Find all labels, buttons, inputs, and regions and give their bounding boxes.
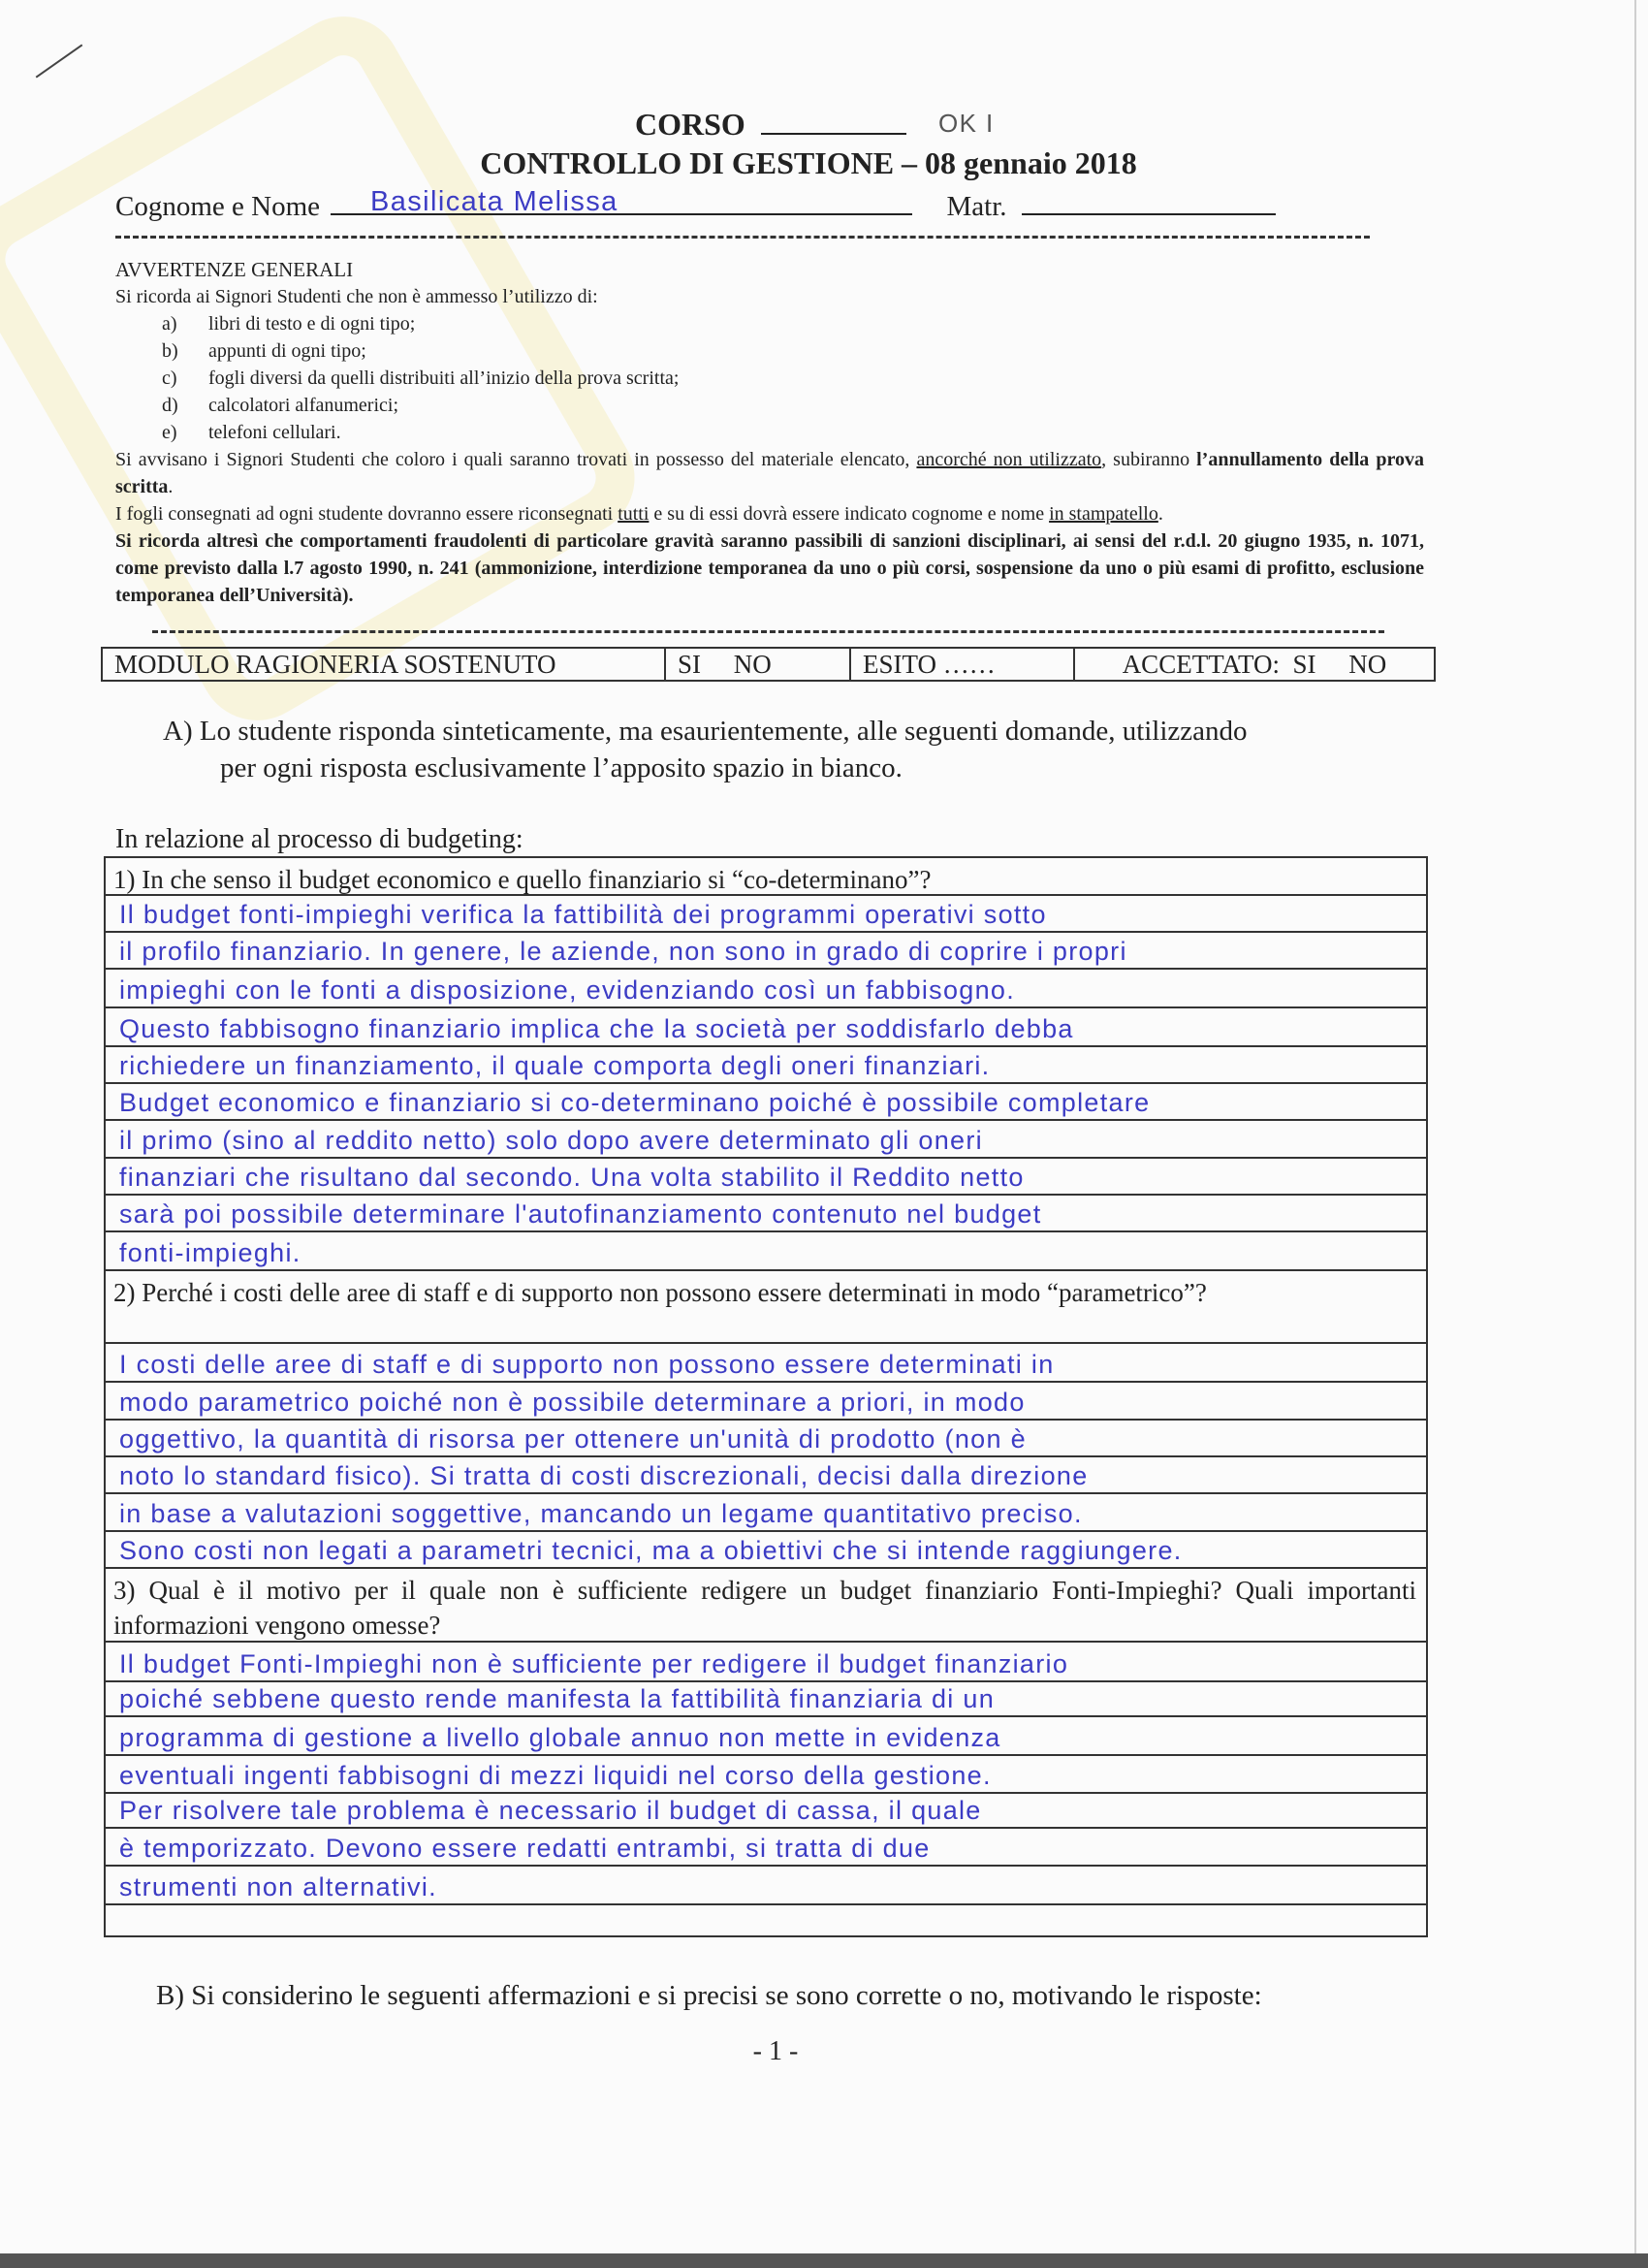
warnings-heading: AVVERTENZE GENERALI bbox=[115, 258, 354, 281]
list-letter: c) bbox=[162, 367, 177, 389]
warning-paragraph-1: Si avvisano i Signori Studenti che coloro i quali saranno trovati in possesso del materiale elencato, ancorché non utilizzato, subiranno l’annullamento della prova scritta. bbox=[115, 449, 1424, 497]
answer-2-line[interactable]: I costi delle aree di staff e di supporto non possono essere determinati in bbox=[106, 1344, 1426, 1383]
answer-1-line[interactable]: Il budget fonti-impieghi verifica la fattibilità dei programmi operativi sotto bbox=[106, 896, 1426, 933]
answer-1-line[interactable]: il primo (sino al reddito netto) solo dopo avere determinato gli oneri bbox=[106, 1121, 1426, 1159]
answer-1-line[interactable]: Budget economico e finanziario si co-determinano poiché è possibile completare bbox=[106, 1084, 1426, 1121]
corso-value: OK I bbox=[938, 109, 995, 138]
answer-3-line[interactable]: Per risolvere tale problema è necessario il budget di cassa, il quale bbox=[106, 1794, 1426, 1829]
answer-1-line[interactable]: sarà poi possibile determinare l'autofinanziamento contenuto nel budget bbox=[106, 1196, 1426, 1232]
section-b-instruction: B) Si considerino le seguenti affermazioni e si precisi se sono corrette o no, motivando le risposte: bbox=[156, 1980, 1262, 2011]
answer-3-line[interactable]: strumenti non alternativi. bbox=[106, 1867, 1426, 1905]
question-2-text: 2) Perché i costi delle aree di staff e di supporto non possono essere determinati in modo “parametrico”? bbox=[106, 1271, 1426, 1344]
question-1-text: 1) In che senso il budget economico e quello finanziario si “co-determinano”? bbox=[106, 858, 1426, 896]
name-label: Cognome e Nome bbox=[115, 191, 321, 222]
warning-list-item bbox=[115, 310, 1424, 337]
warnings-intro: Si ricorda ai Signori Studenti che non è ammesso l’utilizzo di: bbox=[115, 286, 598, 307]
exam-title: CONTROLLO DI GESTIONE – 08 gennaio 2018 bbox=[480, 145, 1137, 180]
module-label: MODULO RAGIONERIA SOSTENUTO bbox=[102, 648, 665, 681]
section-a-context: In relazione al processo di budgeting: bbox=[115, 824, 523, 854]
warning-list-item bbox=[115, 392, 1424, 419]
warning-paragraph-3: Si ricorda altresì che comportamenti fraudolenti di particolare gravità saranno passibili di sanzioni disciplinari, ai sensi del r.d.l. 20 giugno 1935, n. 1071, come previsto dalla l.7 agosto 1990, n. 241 (ammonizione, interdizione temporanea da uno o più corsi, sospensione da uno o più esami di profitto, esclusione temporanea dell’Università). bbox=[115, 530, 1424, 606]
answer-2-line[interactable]: oggettivo, la quantità di risorsa per ottenere un'unità di prodotto (non è bbox=[106, 1421, 1426, 1457]
name-value: Basilicata Melissa bbox=[370, 186, 618, 217]
warning-list-item bbox=[115, 419, 1424, 446]
module-table bbox=[101, 647, 1436, 682]
divider bbox=[115, 236, 1370, 239]
question-3-text: 3) Qual è il motivo per il quale non è sufficiente redigere un budget finanziario Fonti-Impieghi? Quali importanti informazioni vengono omesse? bbox=[106, 1569, 1426, 1643]
list-text: calcolatori alfanumerici; bbox=[208, 395, 399, 416]
name-row bbox=[115, 186, 1276, 223]
answer-3-line[interactable]: programma di gestione a livello globale annuo non mette in evidenza bbox=[106, 1717, 1426, 1756]
scan-bottom-edge bbox=[0, 2253, 1648, 2268]
answer-2-line[interactable]: modo parametrico poiché non è possibile determinare a priori, in modo bbox=[106, 1383, 1426, 1421]
list-letter: d) bbox=[162, 395, 178, 416]
module-accettato: ACCETTATO: SI NO bbox=[1074, 648, 1435, 681]
general-warnings bbox=[115, 256, 1424, 609]
warning-list-item bbox=[115, 337, 1424, 365]
divider bbox=[152, 630, 1384, 633]
matr-field bbox=[1022, 186, 1276, 215]
answer-2-line[interactable]: in base a valutazioni soggettive, mancando un legame quantitativo preciso. bbox=[106, 1494, 1426, 1532]
list-text: appunti di ogni tipo; bbox=[208, 340, 366, 362]
module-si-no: SI NO bbox=[665, 648, 850, 681]
pen-mark bbox=[36, 45, 83, 79]
section-a-instruction-2: per ogni risposta esclusivamente l’apposito spazio in bianco. bbox=[220, 752, 903, 783]
answer-1-line[interactable]: finanziari che risultano dal secondo. Una volta stabilito il Reddito netto bbox=[106, 1159, 1426, 1196]
answer-3-line[interactable]: eventuali ingenti fabbisogni di mezzi liquidi nel corso della gestione. bbox=[106, 1756, 1426, 1794]
answer-2-line[interactable]: Sono costi non legati a parametri tecnici, ma a obiettivi che si intende raggiungere. bbox=[106, 1532, 1426, 1569]
list-letter: a) bbox=[162, 313, 177, 335]
corso-blank bbox=[761, 133, 906, 135]
corso-line bbox=[635, 107, 906, 143]
section-a-instruction-1: A) Lo studente risponda sinteticamente, ma esaurientemente, alle seguenti domande, utilizzando bbox=[163, 716, 1248, 747]
answer-1-line[interactable]: richiedere un finanziamento, il quale comporta degli oneri finanziari. bbox=[106, 1047, 1426, 1084]
list-text: libri di testo e di ogni tipo; bbox=[208, 313, 416, 335]
matr-label: Matr. bbox=[946, 191, 1007, 222]
answer-3-line[interactable]: Il budget Fonti-Impieghi non è sufficiente per redigere il budget finanziario bbox=[106, 1643, 1426, 1682]
answer-1-line[interactable]: il profilo finanziario. In genere, le aziende, non sono in grado di coprire i propri bbox=[106, 933, 1426, 970]
warning-list-item bbox=[115, 365, 1424, 392]
page-number: - 1 - bbox=[752, 2036, 799, 2066]
list-text: telefoni cellulari. bbox=[208, 422, 341, 443]
answer-3-line[interactable]: è temporizzato. Devono essere redatti entrambi, si tratta di due bbox=[106, 1829, 1426, 1867]
scan-edge-line bbox=[1634, 0, 1636, 2268]
answer-2-line[interactable]: noto lo standard fisico). Si tratta di costi discrezionali, decisi dalla direzione bbox=[106, 1457, 1426, 1494]
list-letter: b) bbox=[162, 340, 178, 362]
questions-box bbox=[104, 856, 1428, 1937]
answer-1-line[interactable]: fonti-impieghi. bbox=[106, 1232, 1426, 1271]
list-letter: e) bbox=[162, 422, 177, 443]
answer-3-line[interactable] bbox=[106, 1905, 1426, 1940]
answer-1-line[interactable]: impieghi con le fonti a disposizione, evidenziando così un fabbisogno. bbox=[106, 970, 1426, 1008]
answer-1-line[interactable]: Questo fabbisogno finanziario implica che la società per soddisfarlo debba bbox=[106, 1008, 1426, 1047]
warning-paragraph-2: I fogli consegnati ad ogni studente dovranno essere riconsegnati tutti e su di essi dovrà essere indicato cognome e nome in stampatello. bbox=[115, 503, 1163, 525]
list-text: fogli diversi da quelli distribuiti all’inizio della prova scritta; bbox=[208, 367, 680, 389]
corso-label: CORSO bbox=[635, 107, 745, 142]
module-esito: ESITO …… bbox=[850, 648, 1074, 681]
answer-3-line[interactable]: poiché sebbene questo rende manifesta la fattibilità finanziaria di un bbox=[106, 1682, 1426, 1717]
